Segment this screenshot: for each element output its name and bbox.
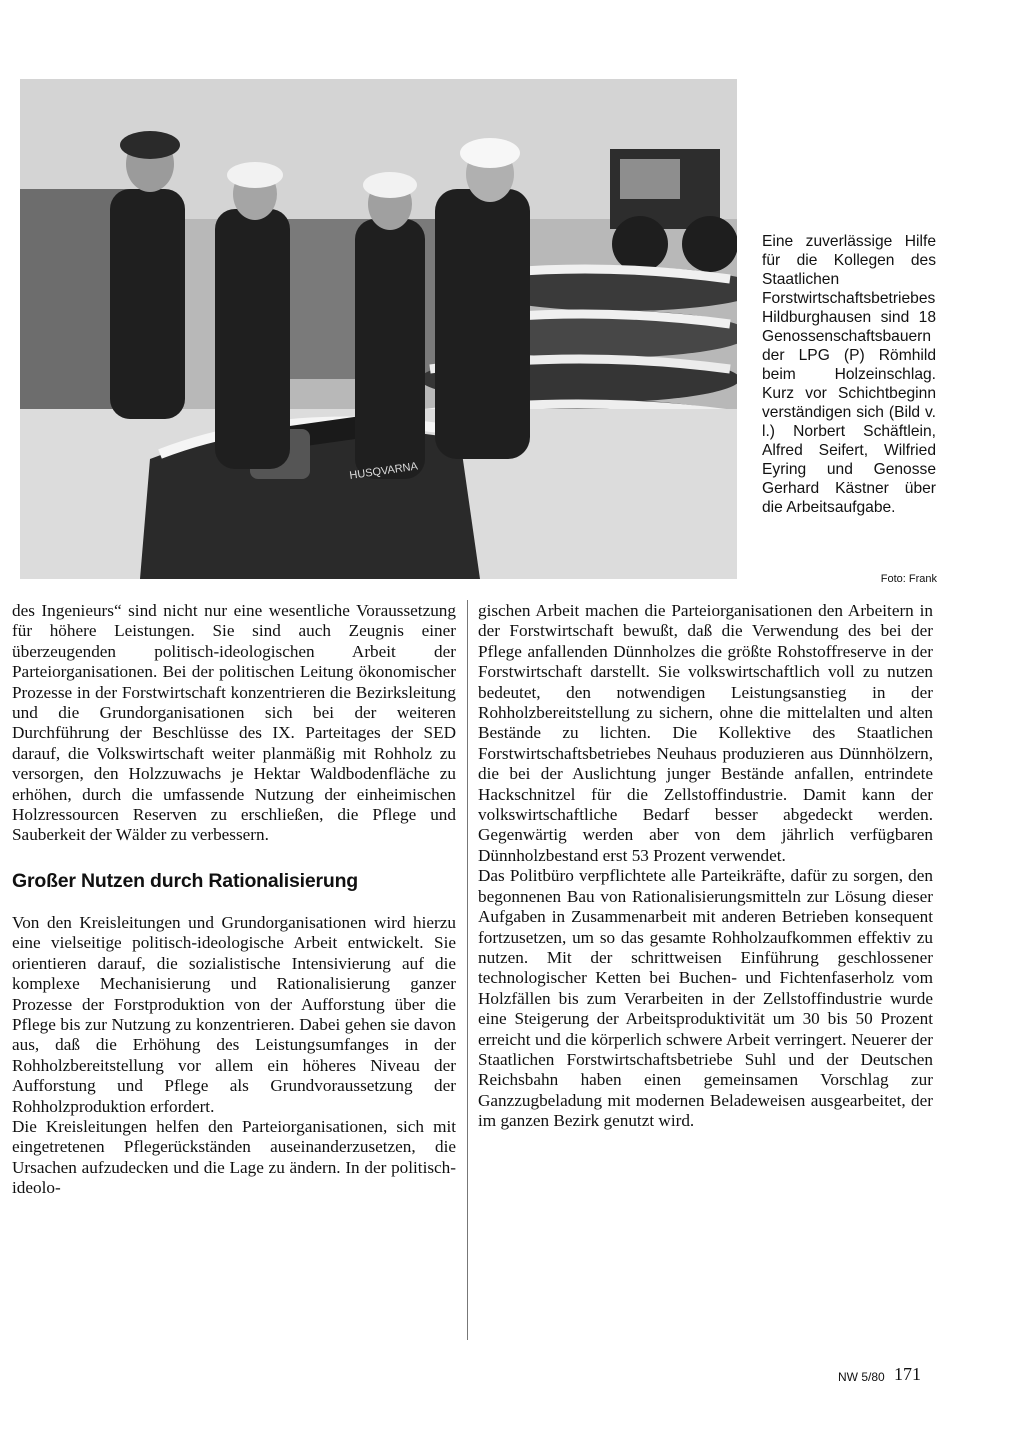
- photo-illustration: [20, 79, 737, 579]
- right-paragraph-2: Das Politbüro verpflichtete alle Parteikräfte, dafür zu sorgen, den begonnenen Bau von Rationalisierungsmitteln zur Lösung dieser Aufgaben in Zusammenarbeit mit anderen Betrieben konsequent fortzusetzen, um so das gesamte Rohholzaufkommen effektiv zu nutzen. Mit der schrittweisen Einführung geschlossener technologischer Ketten bei Buchen- und Fichtenfaserholz vom Holzfällen bis zum Verarbeiten in der Zellstoffindustrie wurde eine Steigerung der Arbeitsproduktivität um 30 bis 50 Prozent erreicht und die körperlich schwere Arbeit verringert. Neuerer der Staatlichen Forstwirtschaftsbetriebe Suhl und der Deutschen Reichsbahn haben einen gemeinsamen Vorschlag zur Ganzzugbeladung mit modernen Beladeweisen ausgearbeitet, der im ganzen Bezirk genutzt wird.: [478, 866, 933, 1131]
- photo-forest-workers: [20, 79, 737, 579]
- chainsaw-brand: HUSQVARNA: [348, 460, 419, 482]
- section-heading: Großer Nutzen durch Rationalisierung: [12, 869, 358, 892]
- photo-credit: Foto: Frank: [880, 573, 937, 585]
- page-number: 171: [894, 1364, 921, 1384]
- journal-issue: NW 5/80: [838, 1370, 885, 1384]
- photo-caption: Eine zuverlässige Hilfe für die Kollegen des Staatlichen Forstwirtschaftsbetriebes Hildburghausen sind 18 Genossenschaftsbauern der LPG (P) Römhild beim Holzeinschlag. Kurz vor Schichtbeginn verständigen sich (Bild v. l.) Norbert Schäftlein, Alfred Seifert, Wilfried Eyring und Genosse Gerhard Kästner über die Arbeitsaufgabe.: [762, 233, 936, 516]
- left-paragraph-2: Von den Kreisleitungen und Grundorganisationen wird hierzu eine vielseitige politisch-ideologische Arbeit entwickelt. Sie orientieren darauf, die sozialistische Intensivierung auf die komplexe Mechanisierung und Rationalisierung ganzer Prozesse der Forstproduktion von der Aufforstung über die Pflege bis zur Nutzung zu konzentrieren. Dabei gehen sie davon aus, daß die Erhöhung des Leistungsumfanges in der Rohholzbereitstellung vor allem ein höheres Niveau der Aufforstung und Pflege als Grundvoraussetzung der Rohholzproduktion erfordert.: [12, 912, 456, 1116]
- right-paragraph-1: gischen Arbeit machen die Parteiorganisationen den Arbeitern in der Forstwirtschaft bewußt, daß die Verwendung des bei der Pflege anfallenden Dünnholzes die größte Rohstoffreserve in der Forstwirtschaft darstellt. Sie volkswirtschaftlich voll zu nutzen bedeutet, den notwendigen Leistungsanstieg in der Rohholzbereitstellung zu sichern, ohne die mittelalten und alten Bestände zu lichten. Die Kollektive des Staatlichen Forstwirtschaftsbetriebes Neuhaus produzieren aus Dünnhölzern, die bei der Auslichtung junger Bestände anfallen, entrindete Hackschnitzel für die Zellstoffindustrie. Damit kann der volkswirtschaftliche Bedarf besser abgedeckt werden. Gegenwärtig werden aber von dem jährlich verfügbaren Dünnholzbestand erst 53 Prozent verwendet.: [478, 601, 933, 865]
- left-column: [12, 601, 456, 1199]
- left-paragraph-1: des Ingenieurs“ sind nicht nur eine wesentliche Voraussetzung für höhere Leistungen. Sie sind auch Zeugnis einer überzeugenden politisch-ideologischen Arbeit der Parteiorganisationen. Bei der politischen Leitung ökonomischer Prozesse in der Forstwirtschaft konzentrieren die Bezirksleitung und die Grundorganisationen sich bei der weiteren Durchführung der Beschlüsse des IX. Parteitages der SED darauf, die Volkswirtschaft weiter planmäßig mit Rohholz zu versorgen, den Holzzuwachs je Hektar Waldbodenfläche zu erhöhen, durch die umfassende Nutzung der einheimischen Holzressourcen Reserven zu erschließen, die Pflege und Sauberkeit der Wälder zu verbessern.: [12, 601, 456, 845]
- right-column: [478, 601, 933, 1132]
- left-paragraph-3: Die Kreisleitungen helfen den Parteiorganisationen, sich mit eingetretenen Pflegerückständen auseinanderzusetzen, die Ursachen aufzudecken und die Lage zu ändern. In der politisch-ideolo-: [12, 1116, 456, 1198]
- column-divider: [467, 600, 468, 1340]
